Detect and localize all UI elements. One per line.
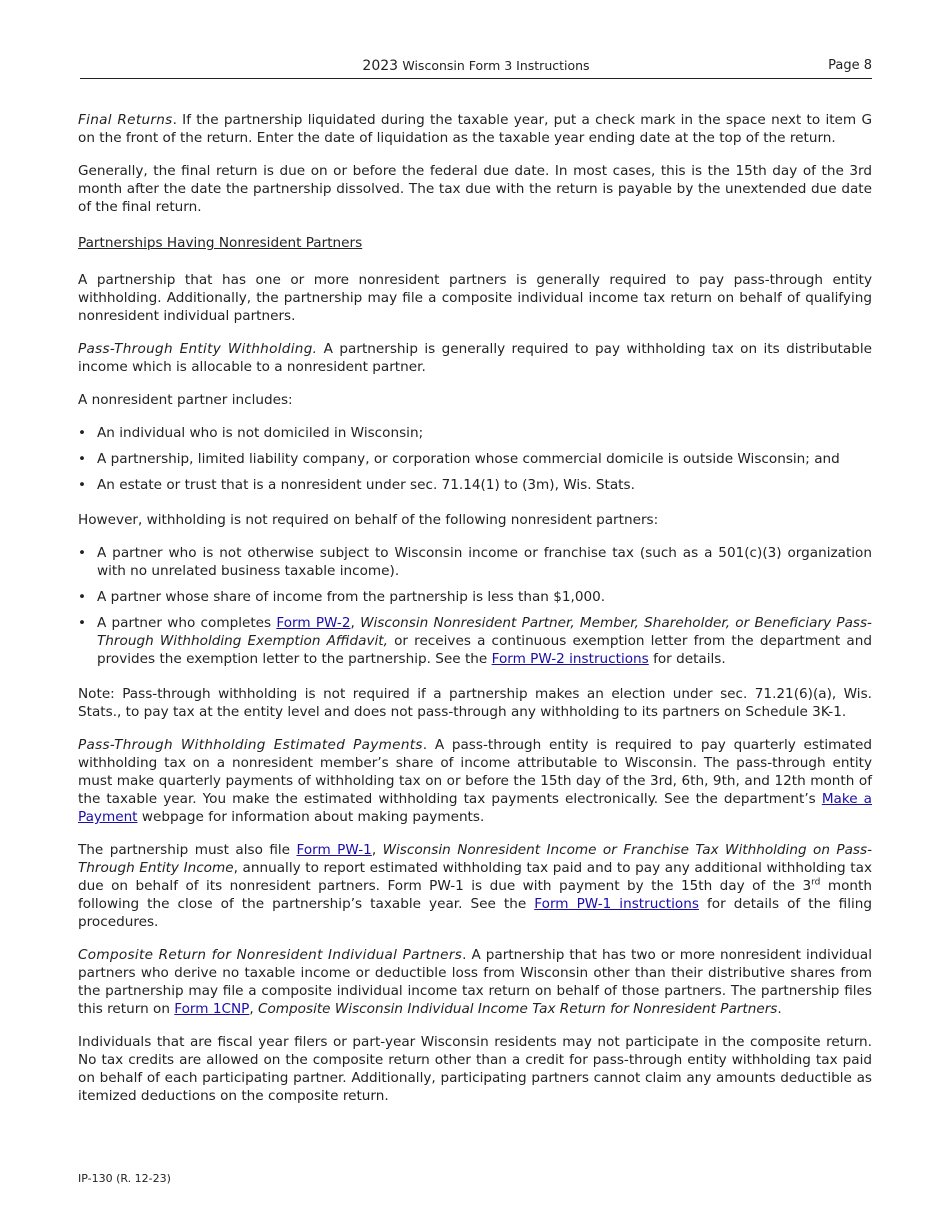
make-a-payment-link[interactable]: Make a Payment: [78, 791, 872, 825]
form-1cnp-title: Composite Wisconsin Individual Income Tax Return for Nonresident Partners: [258, 1001, 778, 1017]
pw1-text: ,: [371, 842, 383, 858]
note-paragraph: Note: Pass-through withholding is not required if a partnership makes an election under sec. 71.21(6)(a), Wis. Stats., to pay tax at the entity level and does not pass-through any withholding to its partners on Schedule 3K-1.: [78, 686, 872, 720]
composite-text: .: [777, 1001, 782, 1017]
list-item-text: A partner who completes: [97, 615, 277, 631]
list-item: • A partnership, limited liability company, or corporation whose commercial domicile is outside Wisconsin; and: [78, 450, 872, 468]
list-item: • A partner whose share of income from the partnership is less than $1,000.: [78, 588, 872, 606]
pw1-text: for details of the filing procedures.: [78, 896, 872, 930]
form-pw2-instructions-link[interactable]: Form PW-2 instructions: [491, 651, 649, 667]
form-pw2-title: Wisconsin Nonresident Partner, Member, Shareholder, or Beneficiary Pass-Through Withholding Exemption Affidavit,: [97, 615, 872, 649]
composite-eligibility-paragraph: Individuals that are fiscal year filers or part-year Wisconsin residents may not participate in the composite return. No tax credits are allowed on the composite return other than a credit for pass-through entity withholding tax paid on behalf of each participating partner. Additionally, participating partners cannot claim any amounts deductible as itemized deductions on the composite return.: [78, 1034, 872, 1104]
form-pw1-link[interactable]: Form PW-1: [296, 842, 372, 858]
list-item: • An estate or trust that is a nonresident under sec. 71.14(1) to (3m), Wis. Stats.: [78, 476, 872, 494]
composite-text: . A partnership that has two or more nonresident individual partners who derive no taxable income or deductible loss from Wisconsin other than their distributive shares from the partnership may file a composite individual income tax return on behalf of those partners. The partnership files this return on: [78, 947, 872, 1017]
header-year: 2023: [362, 58, 399, 74]
exempt-partners-list: [78, 544, 872, 668]
withholding-exemption-intro: However, withholding is not required on behalf of the following nonresident partners:: [78, 512, 659, 528]
page-number: Page 8: [828, 58, 872, 73]
pw1-text: month following the close of the partnership’s taxable year. See the: [78, 878, 872, 912]
nonresident-includes-list: [78, 424, 872, 494]
composite-return-heading: Composite Return for Nonresident Individual Partners: [78, 947, 463, 963]
final-returns-paragraph: [78, 111, 872, 147]
pw1-text: The partnership must also file: [78, 842, 297, 858]
header-title: [80, 57, 872, 75]
list-item-text: or receives a continuous exemption letter from the department and provides the exemption letter to the partnership. See the: [97, 633, 872, 667]
list-item-text: ,: [350, 615, 361, 631]
list-item: • A partner who is not otherwise subject to Wisconsin income or franchise tax (such as a 501(c)(3) organization with no unrelated business taxable income).: [78, 544, 872, 580]
estimated-payments-paragraph: [78, 736, 872, 826]
pw1-text: , annually to report estimated withholding tax paid and to pay any additional withholding tax due on behalf of its nonresident partners. Form PW-1 is due with payment by the 15th day of the 3: [78, 860, 872, 894]
page-header: [80, 56, 872, 79]
ordinal-suffix: rd: [811, 877, 821, 888]
form-pw1-title: Wisconsin Nonresident Income or Franchise Tax Withholding on Pass-Through Entity Income: [78, 842, 872, 876]
form-pw1-instructions-link[interactable]: Form PW-1 instructions: [534, 896, 699, 912]
ptew-heading: Pass-Through Entity Withholding.: [78, 341, 318, 357]
estimated-payments-heading: Pass-Through Withholding Estimated Payments: [78, 737, 423, 753]
header-title-text: Wisconsin Form 3 Instructions: [402, 58, 590, 73]
list-item: • An individual who is not domiciled in Wisconsin;: [78, 424, 872, 442]
form-pw2-link[interactable]: Form PW-2: [276, 615, 351, 631]
final-return-due-paragraph: Generally, the final return is due on or before the federal due date. In most cases, this is the 15th day of the 3rd month after the date the partnership dissolved. The tax due with the return is payable by the unextended due date of the final return.: [78, 163, 872, 215]
ptew-text: A partnership is generally required to pay withholding tax on its distributable income which is allocable to a nonresident partner.: [78, 341, 872, 375]
nonresident-intro-paragraph: A partnership that has one or more nonresident partners is generally required to pay pass-through entity withholding. Additionally, the partnership may file a composite individual income tax return on behalf of qualifying nonresident individual partners.: [78, 272, 872, 324]
composite-text: ,: [249, 1001, 258, 1017]
list-item-text: for details.: [648, 651, 726, 667]
final-returns-text: . If the partnership liquidated during the taxable year, put a check mark in the space next to item G on the front of the return. Enter the date of liquidation as the taxable year ending date at the top of the return.: [78, 112, 872, 146]
final-returns-heading: Final Returns: [78, 112, 173, 128]
nonresident-includes-label: A nonresident partner includes:: [78, 392, 293, 408]
section-heading-nonresident: Partnerships Having Nonresident Partners: [78, 235, 363, 251]
document-body: [78, 111, 872, 1120]
ptew-paragraph: [78, 340, 872, 376]
list-item: [78, 614, 872, 668]
form-pw1-paragraph: [78, 841, 872, 931]
composite-return-paragraph: [78, 946, 872, 1018]
estimated-payments-text: webpage for information about making payments.: [137, 809, 485, 825]
form-revision-footer: IP-130 (R. 12-23): [78, 1172, 171, 1185]
form-1cnp-link[interactable]: Form 1CNP: [174, 1001, 250, 1017]
estimated-payments-text: . A pass-through entity is required to pay quarterly estimated withholding tax on a nonresident member’s share of income attributable to Wisconsin. The pass-through entity must make quarterly payments of withholding tax on or before the 15th day of the 3rd, 6th, 9th, and 12th month of the taxable year. You make the estimated withholding tax payments electronically. See the department’s: [78, 737, 873, 807]
